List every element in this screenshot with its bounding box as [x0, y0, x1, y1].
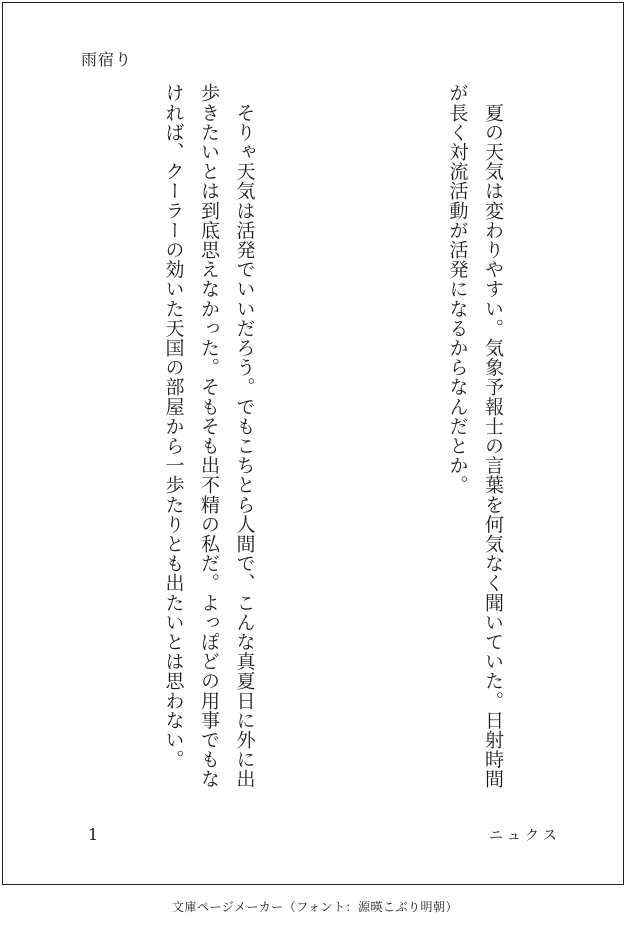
- page-number: 1: [88, 825, 99, 844]
- chapter-title: 雨宿り: [81, 50, 133, 69]
- paragraph-blank: [333, 83, 369, 803]
- author-name: ニュクス: [489, 828, 561, 844]
- paragraph-2: そりゃ天気は活発でいいだろう。でもこちとら人間で、こんな真夏日に外に出歩きたいとは到底思えなかった。そもそも出不精の私だ。よっぽどの用事でもなければ、クーラーの効いた天国の部屋から一歩たりとも出たいとは思わない。: [162, 83, 256, 789]
- book-page: [2, 2, 624, 885]
- paragraph-blank: [49, 83, 85, 803]
- vertical-body-text: [0, 83, 581, 803]
- paragraph-1: 夏の天気は変わりやすい。気象予報士の言葉を何気なく聞いていた。日射時間が長く対流活動が活発になるからなんだとか。: [446, 83, 504, 789]
- generator-caption: 文庫ページメーカー（フォント：源暎こぶり明朝）: [171, 900, 459, 914]
